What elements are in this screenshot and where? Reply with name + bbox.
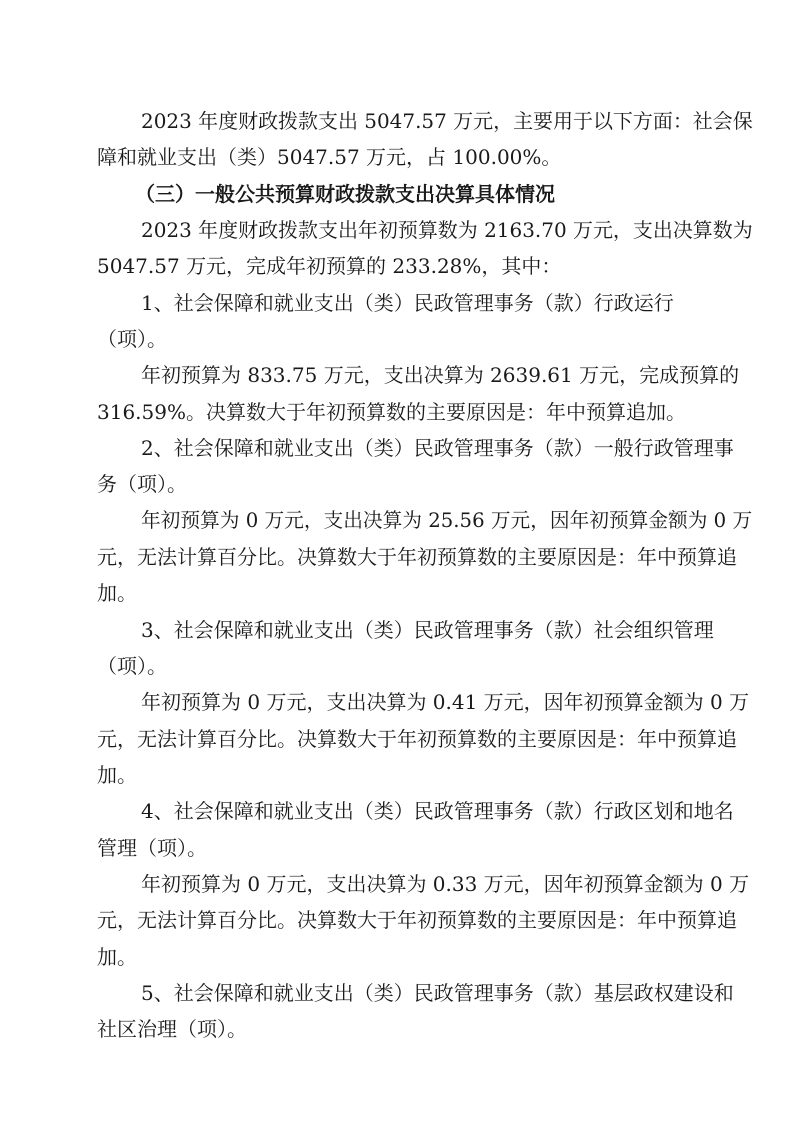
list-item-text: 5、社会保障和就业支出（类）民政管理事务（款）基层政权建设和 <box>141 981 734 1005</box>
text-line-content: 元，无法计算百分比。决算数大于年初预算数的主要原因是：年中预算追 <box>97 727 737 751</box>
text-line <box>0 575 793 611</box>
list-item-text: 2、社会保障和就业支出（类）民政管理事务（款）一般行政管理事 <box>141 436 734 460</box>
text-line <box>0 212 793 248</box>
section-heading-text: （三）一般公共预算财政拨款支出决算具体情况 <box>135 182 555 206</box>
list-item-text: 管理（项）。 <box>97 836 207 860</box>
text-line <box>0 103 793 139</box>
list-item-line <box>0 466 793 502</box>
list-item-line <box>0 612 793 648</box>
text-line-content: 2023 年度财政拨款支出年初预算数为 2163.70 万元，支出决算数为 <box>141 218 753 242</box>
text-line <box>0 866 793 902</box>
list-item-line <box>0 975 793 1011</box>
list-item-text: 务（项）。 <box>97 472 187 496</box>
text-line <box>0 902 793 938</box>
section-heading <box>0 176 793 212</box>
list-item-line <box>0 830 793 866</box>
text-line <box>0 139 793 175</box>
text-line-content: 年初预算为 0 万元，支出决算为 25.56 万元，因年初预算金额为 0 万 <box>141 509 753 532</box>
list-item-line <box>0 321 793 357</box>
text-line <box>0 357 793 393</box>
text-line-content: 加。 <box>97 945 137 969</box>
list-item-text: （项）。 <box>97 654 167 678</box>
text-line-content: 316.59%。决算数大于年初预算数的主要原因是：年中预算追加。 <box>97 400 686 424</box>
list-item-line <box>0 1011 793 1047</box>
text-line <box>0 248 793 284</box>
list-item-text: （项）。 <box>97 327 167 351</box>
text-line <box>0 539 793 575</box>
list-item-text: 1、社会保障和就业支出（类）民政管理事务（款）行政运行 <box>141 291 674 315</box>
text-line <box>0 684 793 720</box>
list-item-line <box>0 648 793 684</box>
text-line-content: 年初预算为 833.75 万元，支出决算为 2639.61 万元，完成预算的 <box>141 363 740 387</box>
text-line-content: 5047.57 万元，完成年初预算的 233.28%，其中： <box>97 254 562 278</box>
list-item-line <box>0 793 793 829</box>
list-item-text: 4、社会保障和就业支出（类）民政管理事务（款）行政区划和地名 <box>141 799 734 823</box>
text-line-content: 年初预算为 0 万元，支出决算为 0.41 万元，因年初预算金额为 0 万 <box>141 690 750 714</box>
text-line-content: 元，无法计算百分比。决算数大于年初预算数的主要原因是：年中预算追 <box>97 908 737 932</box>
text-line <box>0 394 793 430</box>
text-line-content: 加。 <box>97 581 137 605</box>
text-line-content: 2023 年度财政拨款支出 5047.57 万元，主要用于以下方面：社会保 <box>141 109 753 133</box>
list-item-text: 社区治理（项）。 <box>97 1017 247 1041</box>
text-line <box>0 939 793 975</box>
text-line <box>0 721 793 757</box>
list-item-text: 3、社会保障和就业支出（类）民政管理事务（款）社会组织管理 <box>141 618 714 642</box>
text-line-content: 加。 <box>97 763 137 787</box>
text-line-content: 年初预算为 0 万元，支出决算为 0.33 万元，因年初预算金额为 0 万 <box>141 872 750 896</box>
text-line-content: 元，无法计算百分比。决算数大于年初预算数的主要原因是：年中预算追 <box>97 545 737 569</box>
text-line-content: 障和就业支出（类）5047.57 万元，占 100.00%。 <box>97 145 562 169</box>
list-item-line <box>0 430 793 466</box>
list-item-line <box>0 285 793 321</box>
text-line <box>0 503 793 539</box>
text-line <box>0 757 793 793</box>
